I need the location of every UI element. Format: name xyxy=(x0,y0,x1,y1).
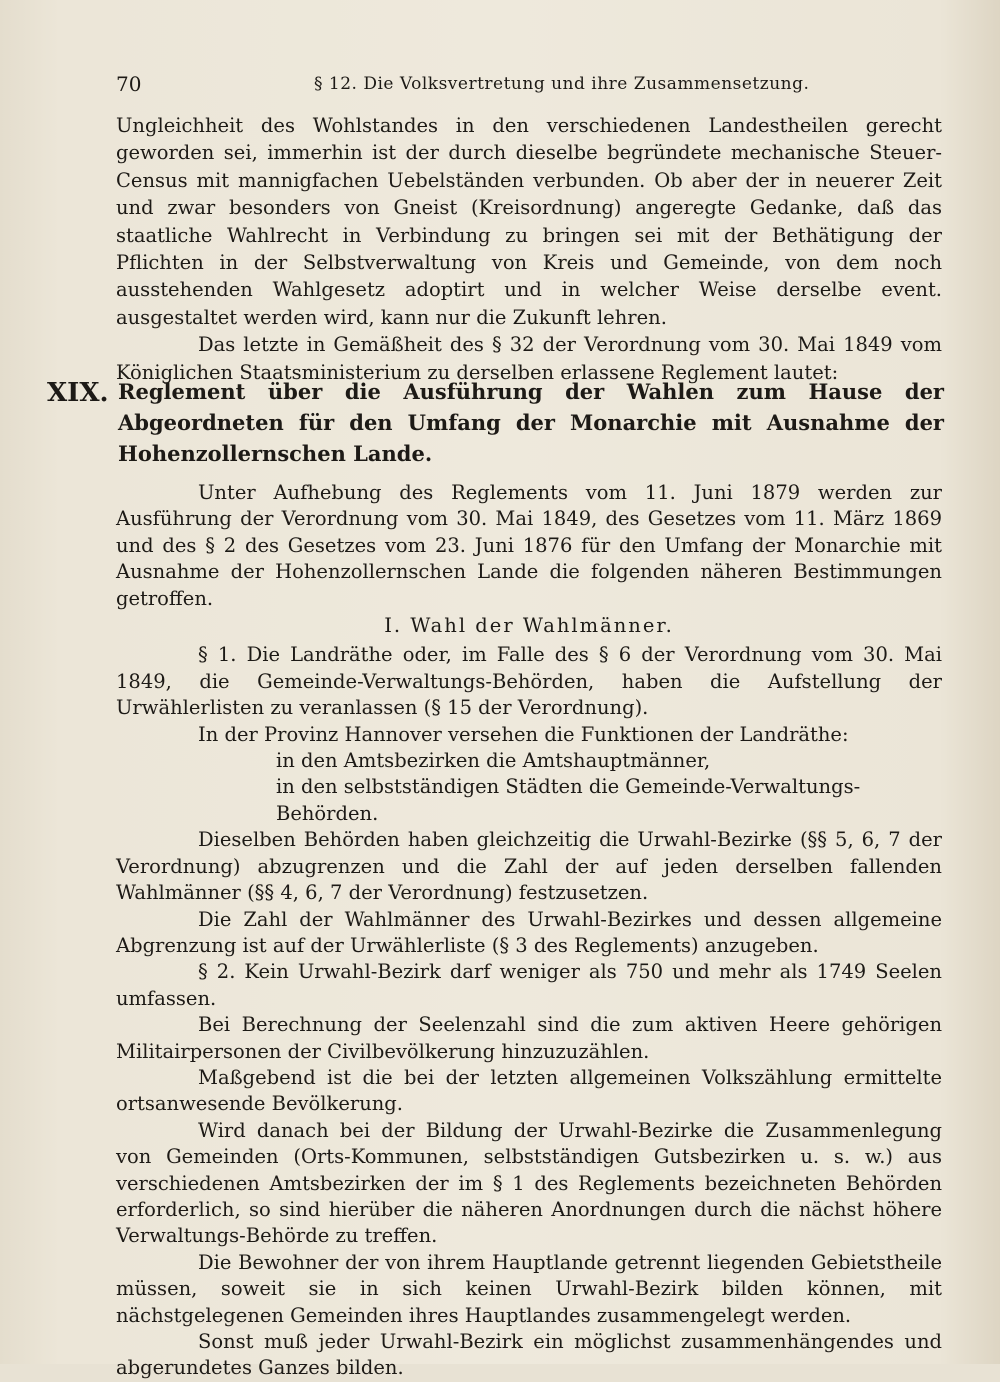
list-item: in den Amtsbezirken die Amtshauptmänner, xyxy=(276,749,711,773)
page-header xyxy=(116,70,946,100)
section-1-paragraph-2: In der Provinz Hannover versehen die Funktionen der Landräthe: xyxy=(198,722,849,746)
section-2-paragraph-1: § 2. Kein Urwahl-Bezirk darf weniger als 750 und mehr als 1749 Seelen umfassen. xyxy=(116,960,942,1010)
section-2-paragraph-6: Sonst muß jeder Urwahl-Bezirk ein möglichst zusammenhängendes und abgerundetes Ganzes bilden. xyxy=(116,1330,942,1380)
intro-paragraph-2: Das letzte in Gemäßheit des § 32 der Verordnung vom 30. Mai 1849 vom Königlichen Staatsministerium zu derselben erlassene Reglement lautet: xyxy=(116,333,942,384)
preamble-paragraph: Unter Aufhebung des Reglements vom 11. Juni 1879 werden zur Ausführung der Verordnung vom 30. Mai 1849, des Gesetzes vom 11. März 1869 und des § 2 des Gesetzes vom 23. Juni 1876 für den Umfang der Monarchie mit Ausnahme der Hohenzollernschen Lande die folgenden näheren Bestimmungen getroffen. xyxy=(116,481,942,610)
intro-text xyxy=(116,112,942,386)
intro-paragraph-1: Ungleichheit des Wohlstandes in den verschiedenen Landestheilen gerecht geworden sei, immerhin ist der durch dieselbe begründete mechanische Steuer-Census mit mannigfachen Uebelständen verbunden. Ob aber der in neuerer Zeit und zwar besonders von Gneist (Kreisordnung) angeregte Gedanke, daß das staatliche Wahlrecht in Verbindung zu bringen sei mit der Bethätigung der Pflichten in der Selbstverwaltung von Kreis und Gemeinde, von dem noch ausstehenden Wahlgesetz adoptirt und in welcher Weise derselbe event. ausgestaltet werden wird, kann nur die Zukunft lehren. xyxy=(116,114,942,329)
section-2-paragraph-4: Wird danach bei der Bildung der Urwahl-Bezirke die Zusammenlegung von Gemeinden (Orts-Kommunen, selbstständigen Gutsbezirken u. s. w.) aus verschiedenen Amtsbezirken der im § 1 des Reglements bezeichneten Behörden erforderlich, so sind hierüber die näheren Anordnungen durch die nächst höhere Verwaltungs-Behörde zu treffen. xyxy=(116,1118,942,1248)
regulation-body xyxy=(116,480,942,1382)
list-item: in den selbstständigen Städten die Gemeinde-Verwaltungs-Behörden. xyxy=(276,775,861,825)
section-1-paragraph-4: Die Zahl der Wahlmänner des Urwahl-Bezirkes und dessen allgemeine Abgrenzung ist auf der Urwählerliste (§ 3 des Reglements) anzugeben. xyxy=(116,907,942,957)
page-number: 70 xyxy=(116,72,142,96)
section-1-paragraph-1: § 1. Die Landräthe oder, im Falle des § 6 der Verordnung vom 30. Mai 1849, die Gemeinde-Verwaltungs-Behörden, haben die Aufstellung der Urwählerlisten zu veranlassen (§ 15 der Verordnung). xyxy=(116,643,942,720)
section-2-paragraph-3: Maßgebend ist die bei der letzten allgemeinen Volkszählung ermittelte ortsanwesende Bevölkerung. xyxy=(116,1065,942,1116)
subheading-wahl-der-wahlmaenner: I. Wahl der Wahlmänner. xyxy=(384,614,674,638)
section-1-paragraph-3: Dieselben Behörden haben gleichzeitig die Urwahl-Bezirke (§§ 5, 6, 7 der Verordnung) abzugrenzen und die Zahl der auf jeden derselben fallenden Wahlmänner (§§ 4, 6, 7 der Verordnung) festzusetzen. xyxy=(116,828,942,905)
running-head: § 12. Die Volksvertretung und ihre Zusammensetzung. xyxy=(314,74,810,94)
section-2-paragraph-2: Bei Berechnung der Seelenzahl sind die zum aktiven Heere gehörigen Militairpersonen der Civilbevölkerung hinzuzuzählen. xyxy=(116,1013,942,1063)
section-title: Reglement über die Ausführung der Wahlen zum Hause der Abgeordneten für den Umfang der Monarchie mit Ausnahme der Hohenzollernschen Lande. xyxy=(118,379,944,466)
section-2-paragraph-5: Die Bewohner der von ihrem Hauptlande getrennt liegenden Gebietstheile müssen, soweit sie in sich keinen Urwahl-Bezirk bilden können, mit nächstgelegenen Gemeinden ihres Hauptlandes zusammengelegt werden. xyxy=(116,1250,942,1327)
section-number: XIX. xyxy=(47,378,109,408)
